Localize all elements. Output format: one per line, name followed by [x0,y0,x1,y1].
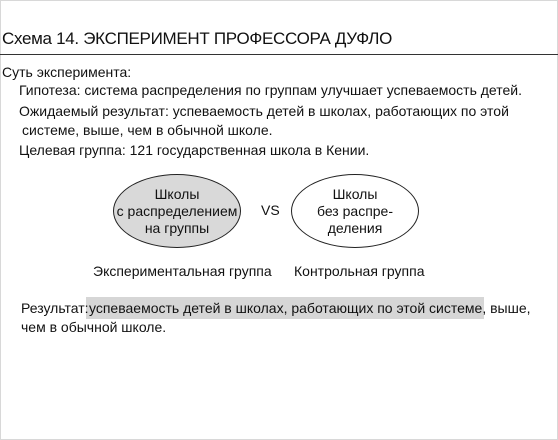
experimental-node-line: Школы [154,185,200,202]
title-divider [0,54,558,55]
control-group-label: Контрольная группа [294,263,425,279]
control-schools-node [291,174,419,248]
expected-result-line1: Ожидаемый результат: успеваемость детей в школах, работающих по этой [19,103,509,119]
control-node-line: без распре- [316,202,394,219]
result-line1: успеваемость детей в школах, работающих по этой системе, выше, [89,300,531,316]
versus-label: VS [261,202,280,218]
experimental-node-line: на группы [144,219,210,236]
experimental-node-line: с распределением [116,202,238,219]
control-node-line: Школы [332,185,378,202]
essence-heading: Суть эксперимента: [2,64,132,80]
experimental-schools-node [113,174,241,248]
control-node-line: деления [327,219,383,236]
expected-result-line2: системе, выше, чем в обычной школе. [22,122,273,138]
result-line2: чем в обычной школе. [21,319,167,335]
target-group-text: Целевая группа: 121 государственная школа в Кении. [19,142,370,158]
hypothesis-text: Гипотеза: система распределения по группам улучшает успеваемость детей. [19,82,523,98]
experimental-group-label: Экспериментальная группа [93,263,272,279]
page-title: Схема 14. ЭКСПЕРИМЕНТ ПРОФЕССОРА ДУФЛО [2,29,393,48]
result-label: Результат: [21,300,89,316]
